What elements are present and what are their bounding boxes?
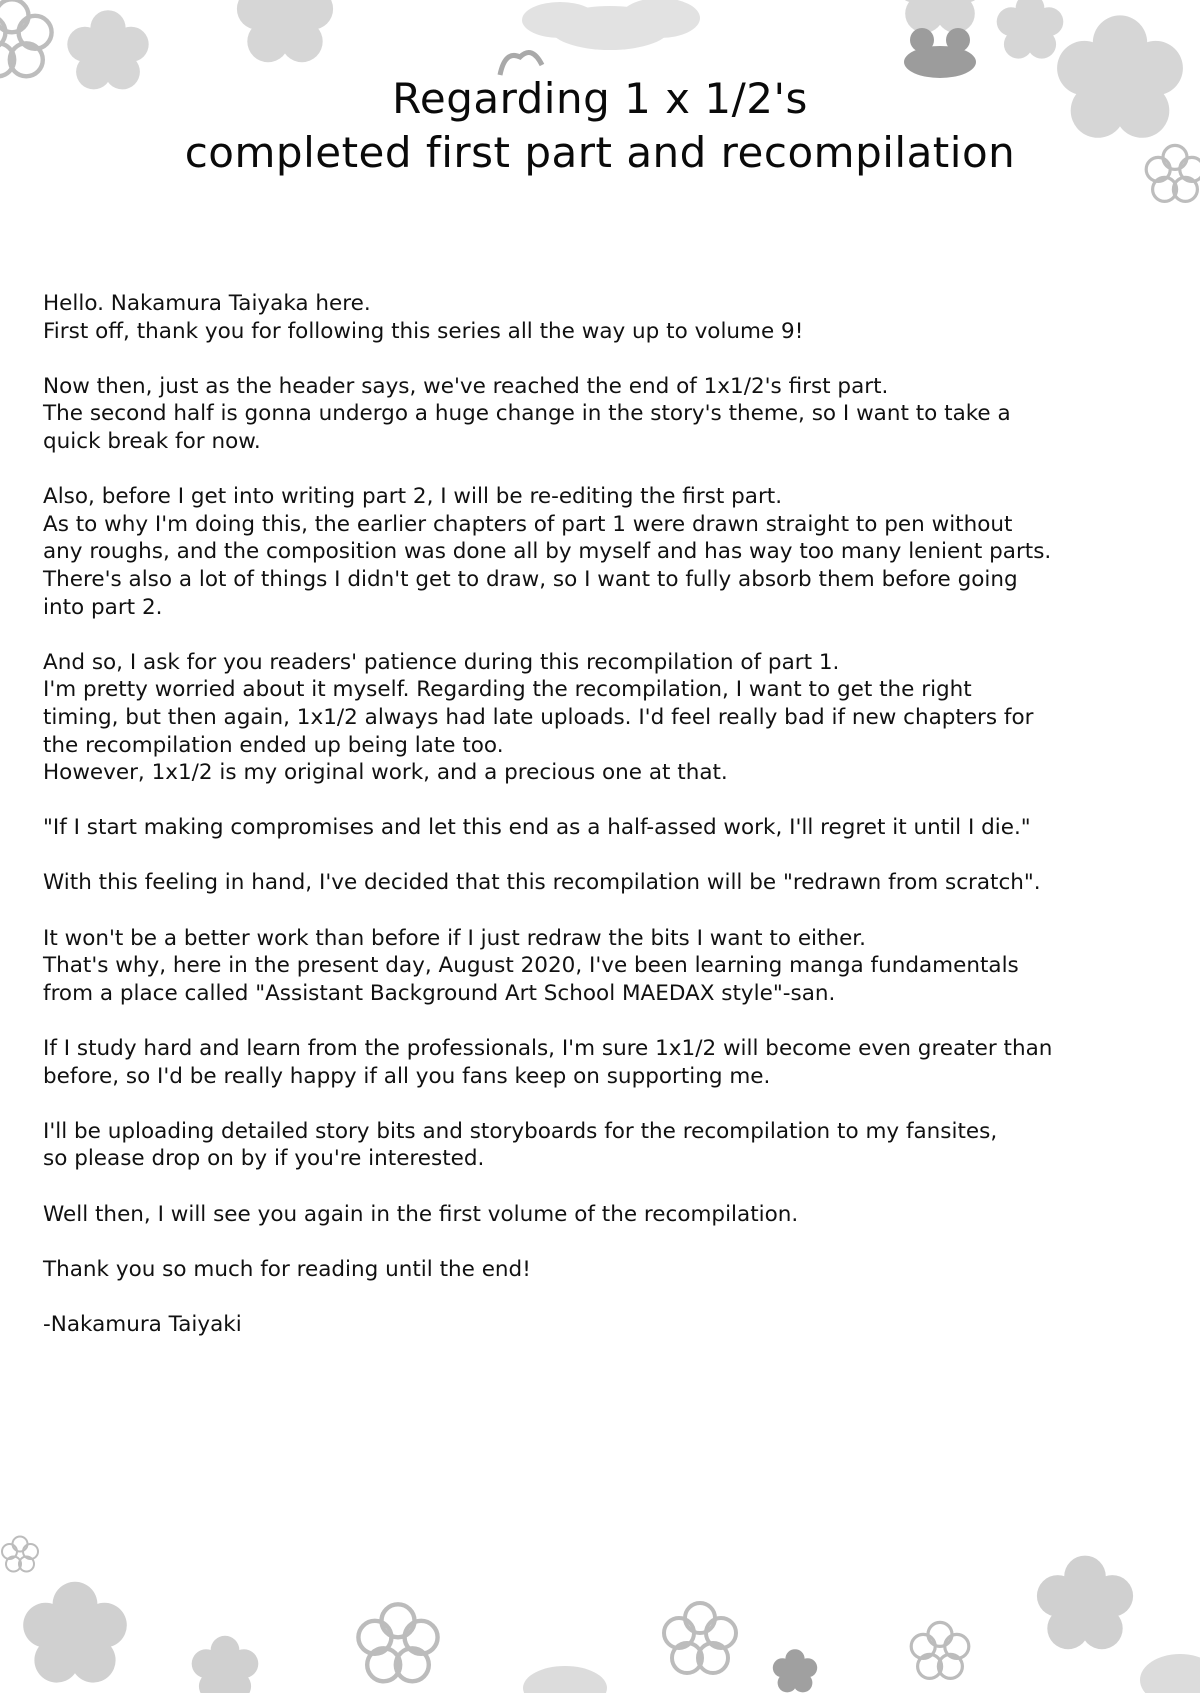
text-line: any roughs, and the composition was done all by myself and has way too many lenient parts. [43, 539, 1052, 565]
text-line: Also, before I get into writing part 2, I will be re-editing the first part. [43, 484, 783, 510]
letter-body [43, 290, 1173, 1366]
text-line: "If I start making compromises and let this end as a half-assed work, I'll regret it until I die." [43, 815, 1031, 841]
text-line: Thank you so much for reading until the end! [43, 1256, 531, 1282]
page-title [0, 72, 1200, 180]
paragraph-greeting [43, 290, 1173, 345]
paragraph-thanks [43, 1256, 1173, 1284]
text-line: That's why, here in the present day, August 2020, I've been learning manga fundamentals [43, 953, 1019, 979]
text-line: timing, but then again, 1x1/2 always had late uploads. I'd feel really bad if new chapters for [43, 704, 1034, 730]
paragraph-re-editing [43, 483, 1173, 621]
paragraph-learning [43, 925, 1173, 1008]
paragraph-fansites [43, 1118, 1173, 1173]
text-line: Hello. Nakamura Taiyaka here. [43, 291, 371, 316]
text-line: Now then, just as the header says, we've reached the end of 1x1/2's first part. [43, 373, 889, 399]
text-line: First off, thank you for following this series all the way up to volume 9! [43, 318, 804, 344]
text-line: into part 2. [43, 594, 163, 620]
text-line: I'm pretty worried about it myself. Regarding the recompilation, I want to get the right [43, 677, 972, 703]
flower-outline-icon [2, 1537, 969, 1682]
flower-dark-icon [773, 1649, 817, 1692]
text-line: If I study hard and learn from the professionals, I'm sure 1x1/2 will become even greater than [43, 1036, 1053, 1062]
text-line: As to why I'm doing this, the earlier chapters of part 1 were drawn straight to pen without [43, 511, 1013, 537]
text-line: from a place called "Assistant Background Art School MAEDAX style"-san. [43, 980, 836, 1006]
signature-line: -Nakamura Taiyaki [43, 1311, 242, 1337]
text-line: before, so I'd be really happy if all you fans keep on supporting me. [43, 1063, 771, 1089]
paragraph-patience [43, 649, 1173, 787]
text-line: Well then, I will see you again in the first volume of the recompilation. [43, 1201, 799, 1227]
paragraph-see-you [43, 1201, 1173, 1229]
paragraph-redrawn [43, 869, 1173, 897]
text-line: the recompilation ended up being late too. [43, 732, 504, 758]
text-line: And so, I ask for you readers' patience during this recompilation of part 1. [43, 649, 840, 675]
paragraph-end-of-part [43, 373, 1173, 456]
paragraph-support [43, 1035, 1173, 1090]
frog-icon [904, 28, 976, 78]
text-line: With this feeling in hand, I've decided that this recompilation will be "redrawn from scratch". [43, 870, 1041, 896]
title-line-1: Regarding 1 x 1/2's [392, 74, 808, 123]
title-line-2: completed first part and recompilation [184, 128, 1016, 177]
signature [43, 1311, 1173, 1339]
text-line: However, 1x1/2 is my original work, and a precious one at that. [43, 760, 728, 786]
text-line: The second half is gonna undergo a huge change in the story's theme, so I want to take a [43, 401, 1011, 427]
cloud-icon [522, 0, 700, 50]
flower-icon [23, 1556, 1133, 1693]
text-line: so please drop on by if you're interested. [43, 1146, 485, 1172]
text-line: There's also a lot of things I didn't get to draw, so I want to fully absorb them before going [43, 566, 1018, 592]
cloud-icon [523, 1654, 1200, 1693]
text-line: quick break for now. [43, 428, 261, 454]
text-line: I'll be uploading detailed story bits and storyboards for the recompilation to my fansites, [43, 1118, 998, 1144]
paragraph-quote [43, 814, 1173, 842]
text-line: It won't be a better work than before if I just redraw the bits I want to either. [43, 925, 867, 951]
